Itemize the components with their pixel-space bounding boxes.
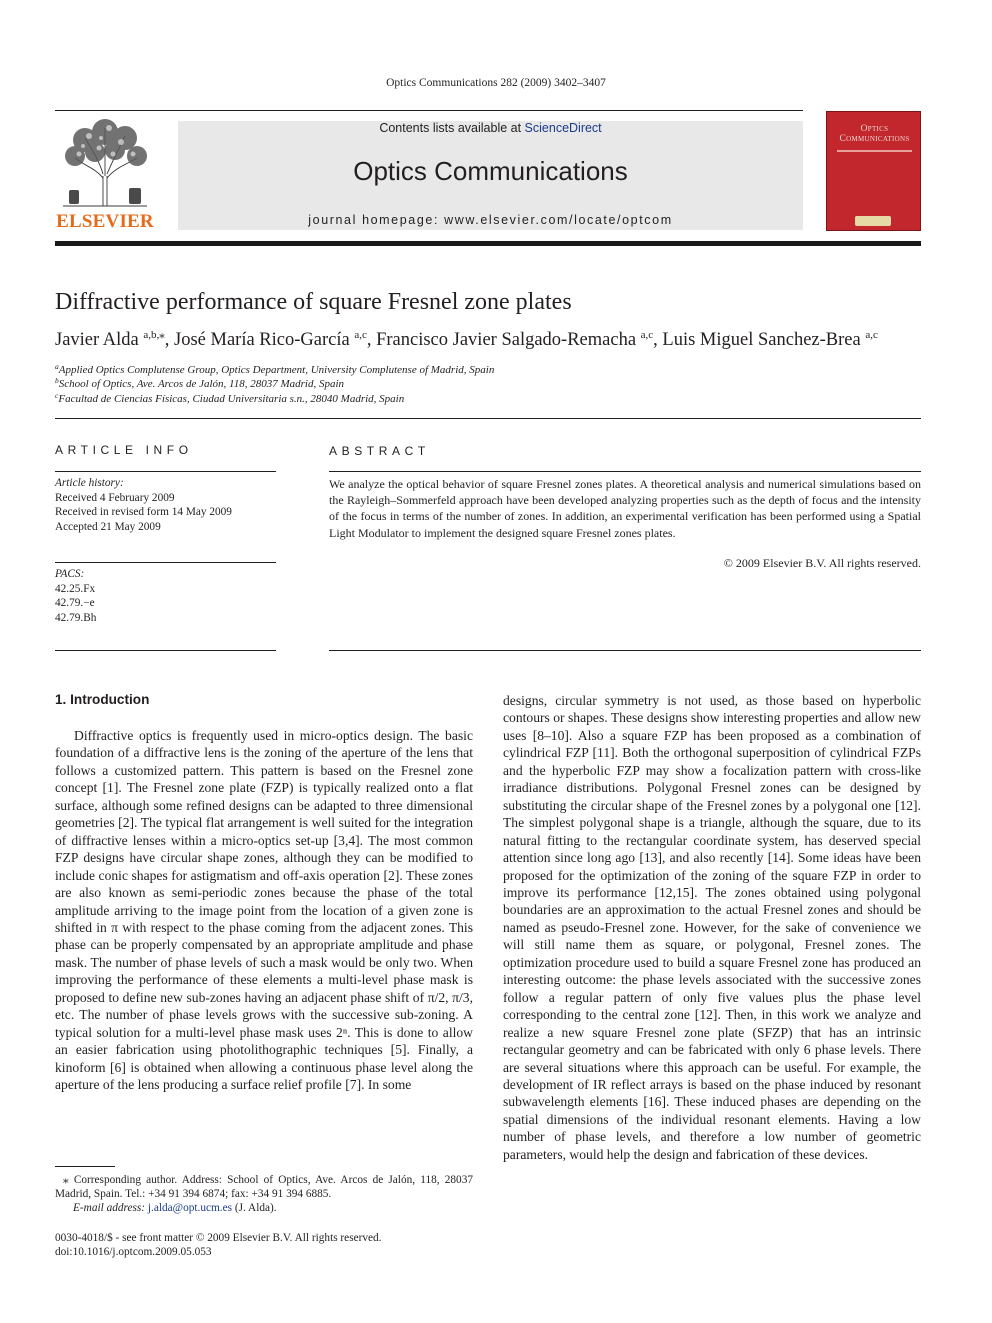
affiliation-text: Applied Optics Complutense Group, Optics Department, University Complutense of Madrid, Spain <box>58 364 495 376</box>
article-info-rule <box>55 471 276 472</box>
abstract-copyright: © 2009 Elsevier B.V. All rights reserved. <box>723 556 921 570</box>
email-link[interactable]: j.alda@opt.ucm.es <box>147 1202 233 1214</box>
publisher-wordmark: ELSEVIER <box>56 211 154 232</box>
abstract-bottom-rule <box>329 650 921 651</box>
email-label: E-mail address: <box>73 1202 148 1214</box>
footnote-email <box>55 1201 473 1215</box>
pacs-block <box>55 567 96 625</box>
author-separator: , <box>653 330 663 350</box>
corresponding-author-footnote <box>55 1173 473 1215</box>
journal-name: Optics Communications <box>353 156 628 186</box>
affiliation-b <box>55 378 344 390</box>
author-affiliation-marks: a,b,⁎ <box>143 329 165 341</box>
cover-title-line2: Communications <box>839 134 910 144</box>
pacs-rule <box>55 562 276 563</box>
issn-line: 0030-4018/$ - see front matter © 2009 Elsevier B.V. All rights reserved. <box>55 1232 382 1244</box>
contents-prefix: Contents lists available at <box>379 121 525 135</box>
sciencedirect-link[interactable]: ScienceDirect <box>524 121 602 135</box>
footnote-address <box>55 1173 473 1201</box>
cover-divider <box>837 150 912 152</box>
history-label: Article history: <box>55 477 124 489</box>
abstract-text: We analyze the optical behavior of square Fresnel zones plates. A theoretical analysis and numerical simulations based on the Rayleigh–Sommerfeld approach have been developed analyzing properties such as the depth of focus and the intensity of the focus in terms of the number of zones. In addition, an experimental verification has been performed using a Spatial Light Modulator to implement the designed square Fresnel zones plates. <box>329 477 921 540</box>
author-separator: , <box>366 330 377 350</box>
author-separator: , <box>164 330 175 350</box>
article-info-heading: ARTICLE INFO <box>55 443 193 457</box>
section-heading-introduction: 1. Introduction <box>55 692 150 707</box>
email-suffix: (J. Alda). <box>232 1202 277 1214</box>
affiliation-a <box>55 364 494 376</box>
accepted-date: Accepted 21 May 2009 <box>55 520 161 533</box>
pacs-code: 42.25.Fx <box>55 582 96 595</box>
cover-title <box>827 124 922 144</box>
received-date: Received 4 February 2009 <box>55 491 175 504</box>
header-top-rule <box>55 110 803 111</box>
abstract-rule <box>329 471 921 472</box>
author-list <box>55 330 878 351</box>
page-footer <box>55 1231 382 1259</box>
cover-title-line1: Optics <box>860 124 889 134</box>
footnote-mark: ⁎ <box>63 1174 69 1186</box>
body-column-right: designs, circular symmetry is not used, as those based on hyperbolic contours or shapes. These designs show interesting properties and allow new uses [8–10]. Also a square FZP has been proposed as a combination of cylindrical FZP [11]. Both the orthogonal superposition of cylindrical FZPs and the hyperbolic FZP may show a focalization pattern with cross-like irradiance distributions. Polygonal Fresnel zones can be designed by substituting the circular shape of the Fresnel zones by a polygonal one [12]. The simplest polygonal shape is a triangle, although the square, due to its natural fitting to the rectangular coordinate system, has deserved special attention since long ago [13], and also recently [14]. Some ideas have been proposed for the optimization of the zoning of the square FZP in order to improve its performance [12,15]. The zones obtained using polygonal boundaries are an approximation to the actual Fresnel zones and should be named as pseudo-Fresnel zone. However, for the sake of convenience we will still name them as square, or polygonal, Fresnel zones. The optimization procedure used to build a square Fresnel zone has produced an interesting outcome: the phase levels associated with the successive zones follow a regular pattern of only five values plus the phase level corresponding to the central zone [12]. Then, in this work we analyze and realize a new square Fresnel zone plate (SFZP) that has an intrinsic rectangular geometry and can be fabricated with only 6 phase levels. There are several situations where this approach can be useful. For example, the development of IR reflect arrays is based on the phase induced by resonant subwavelength elements [16]. These induced phases are depending on the spatial dimensions of the individual resonant elements. Having a low number of phase levels, and therefore a low number of geometric parameters, would help the design and fabrication of these devices. <box>503 693 921 1162</box>
header-thick-rule <box>55 241 921 246</box>
article-title: Diffractive performance of square Fresnel zone plates <box>55 289 572 315</box>
cover-publisher-badge <box>855 216 891 226</box>
affiliation-mark: b <box>55 376 59 385</box>
affiliation-mark: a <box>55 362 59 371</box>
journal-homepage-link[interactable]: journal homepage: www.elsevier.com/locate/optcom <box>308 213 673 227</box>
title-block-rule <box>55 418 921 419</box>
affiliation-mark: c <box>55 391 59 400</box>
footnote-address-text: Corresponding author. Address: School of Optics, Ave. Arcos de Jalón, 118, 28037 Madrid, Spain. Tel.: +34 91 394 6874; fax: +34 91 394 6885. <box>55 1174 473 1200</box>
author-name: Javier Alda <box>55 330 144 350</box>
elsevier-tree-icon <box>55 118 155 210</box>
author-name: José María Rico-García <box>174 330 355 350</box>
pacs-code: 42.79.Bh <box>55 611 97 624</box>
author-name: Francisco Javier Salgado-Remacha <box>376 330 641 350</box>
article-info-bottom-rule <box>55 650 276 651</box>
author-affiliation-marks: a,c <box>354 329 367 341</box>
pacs-label: PACS: <box>55 568 85 580</box>
affiliation-text: School of Optics, Ave. Arcos de Jalón, 118, 28037 Madrid, Spain <box>58 378 345 390</box>
article-history <box>55 476 232 534</box>
running-head: Optics Communications 282 (2009) 3402–3407 <box>386 77 606 89</box>
abstract-heading: ABSTRACT <box>329 444 430 458</box>
journal-cover-thumbnail <box>826 111 921 231</box>
affiliation-c <box>55 393 404 405</box>
author-name: Luis Miguel Sanchez-Brea <box>662 330 866 350</box>
body-column-left: Diffractive optics is frequently used in micro-optics design. The basic foundation of a diffractive lens is the zoning of the aperture of the lens that follows a customized pattern. This pattern is based on the Fresnel zone concept [1]. The Fresnel zone plate (FZP) is typically realized onto a flat surface, although some refined designs can be adapted to three dimensional geometries [2]. The typical flat arrangement is well suited for the integration of diffractive lenses within a micro-optics set-up [3,4]. The most common FZP designs have circular shape zones, although they can be modified to include conic shapes for astigmatism and off-axis operation [2]. These zones are also known as semi-periodic zones because the phase of the total amplitude arriving to the image point from the location of a given zone is shifted in π with respect to the phase coming from the adjacent zones. This phase can be properly compensated by an appropriate amplitude and phase mask. The number of phase levels of such a mask would be only two. When improving the performance of these elements a multi-level phase mask is proposed to define new sub-zones having an adjacent phase shift of π/2, π/3, etc. The number of phase levels grows with the successive sub-zoning. A typical solution for a multi-level phase mask uses 2ⁿ. This is done to allow an easier fabrication using photolithographic techniques [5]. Finally, a kinoform [6] is obtained when allowing a continuous phase level along the aperture of the lens producing a surface relief profile [7]. In some <box>55 728 473 1093</box>
affiliation-text: Facultad de Ciencias Físicas, Ciudad Universitaria s.n., 28040 Madrid, Spain <box>58 393 405 405</box>
contents-line <box>178 121 803 135</box>
author-affiliation-marks: a,c <box>640 329 654 341</box>
author-affiliation-marks: a,c <box>865 329 878 341</box>
doi-line: doi:10.1016/j.optcom.2009.05.053 <box>55 1246 212 1258</box>
pacs-code: 42.79.−e <box>55 597 95 610</box>
footnote-rule <box>55 1166 115 1167</box>
revised-date: Received in revised form 14 May 2009 <box>55 506 232 519</box>
